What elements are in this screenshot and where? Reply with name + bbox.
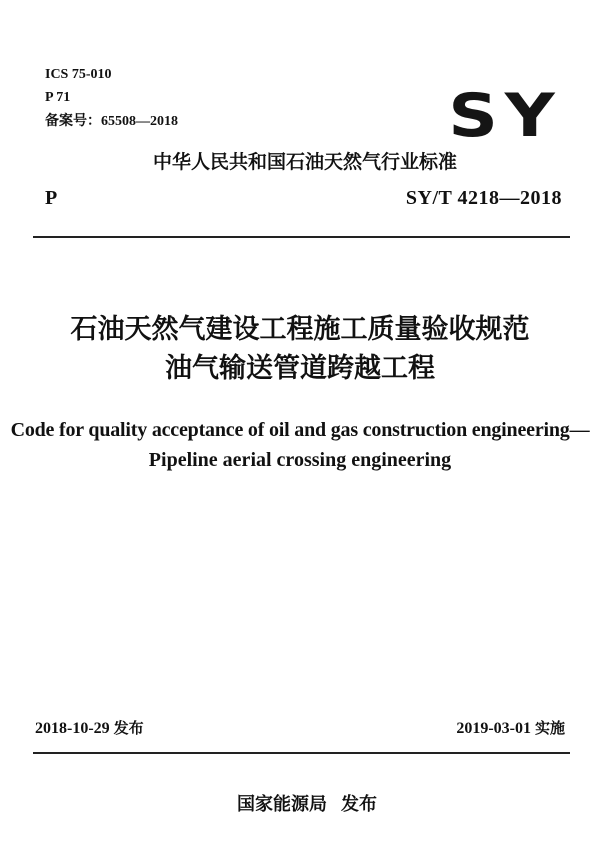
issue-date-label: 发布 bbox=[113, 719, 144, 737]
standard-number: SY/T 4218—2018 bbox=[405, 187, 562, 209]
class-letter: P bbox=[45, 187, 58, 209]
industry-standard-heading: 中华人民共和国石油天然气行业标准 bbox=[152, 151, 457, 173]
title-chinese-line-2: 油气输送管道跨越工程 bbox=[165, 353, 435, 384]
issuer bbox=[0, 793, 600, 817]
implement-date bbox=[456, 717, 565, 740]
issue-date-value: 2018-10-29 bbox=[35, 720, 110, 737]
issue-date bbox=[35, 717, 144, 740]
implement-date-value: 2019-03-01 bbox=[456, 720, 531, 737]
bottom-divider bbox=[33, 752, 570, 754]
title-english-line-1: Code for quality acceptance of oil and gas construction engineering— bbox=[10, 419, 590, 441]
top-divider bbox=[33, 236, 570, 238]
issuer-action: 发布 bbox=[341, 794, 377, 815]
issuer-name: 国家能源局 bbox=[237, 794, 327, 815]
ics-code: ICS 75-010 bbox=[45, 67, 112, 82]
title-english-line-2: Pipeline aerial crossing engineering bbox=[148, 449, 452, 471]
title-chinese-line-1: 石油天然气建设工程施工质量验收规范 bbox=[70, 314, 530, 345]
classification-code: P 71 bbox=[45, 90, 71, 105]
sy-logo: SY bbox=[448, 81, 562, 151]
filing-number: 备案号：65508—2018 bbox=[45, 114, 178, 129]
implement-date-label: 实施 bbox=[534, 719, 565, 737]
